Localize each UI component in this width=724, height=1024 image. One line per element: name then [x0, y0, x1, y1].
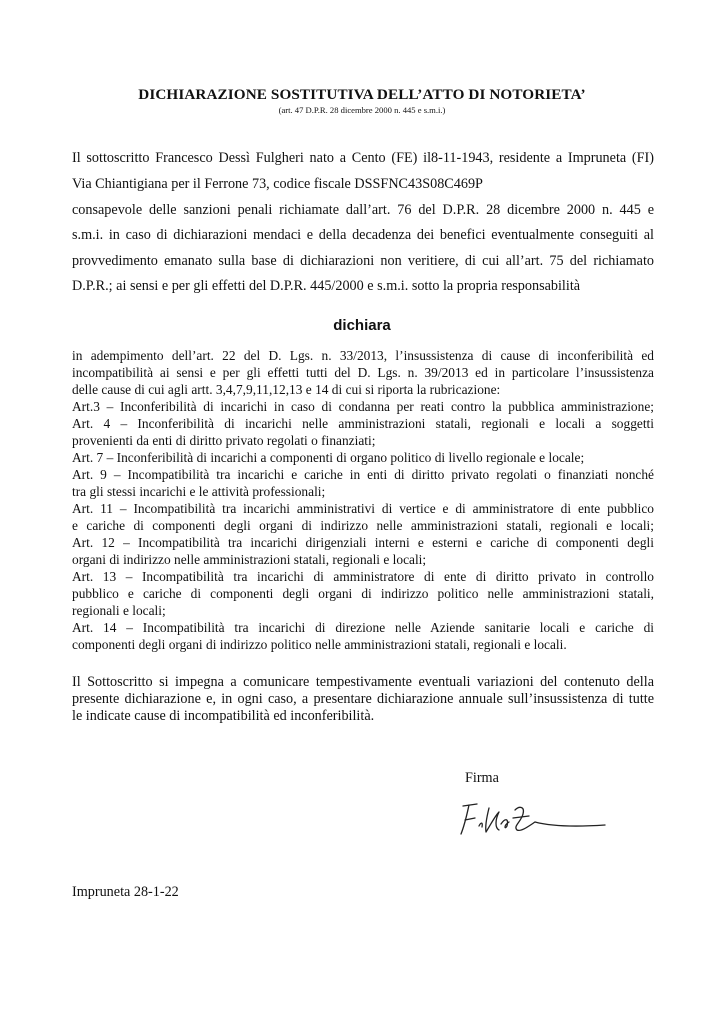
body-line: regionali e locali; — [72, 603, 166, 618]
body-line: Art. 13 – Incompatibilità tra incarichi di amministratore di ente di diritto privato in controllo — [72, 569, 654, 584]
body-line: Art. 4 – Inconferibilità di incarichi nelle amministrazioni statali, regionali e locali a soggetti — [72, 416, 654, 431]
place-date: Impruneta 28-1-22 — [72, 884, 179, 900]
body-line: Art. 9 – Incompatibilità tra incarichi e cariche in enti di diritto privato regolati o finanziati nonché — [72, 467, 654, 482]
intro-line: Via Chiantigiana per il Ferrone 73, codice fiscale DSSFNC43S08C469P — [72, 176, 483, 192]
closing-line: Il Sottoscritto si impegna a comunicare tempestivamente eventuali variazioni del contenuto della — [72, 674, 654, 690]
body-line: Art. 14 – Incompatibilità tra incarichi di direzione nelle Aziende sanitarie locali e cariche di — [72, 620, 654, 635]
body-line: Art. 7 – Inconferibilità di incarichi a componenti di organo politico di livello regionale e locale; — [72, 450, 585, 465]
body-line: pubblico e cariche di componenti degli organi di indirizzo politico nelle amministrazioni statali, — [72, 586, 654, 601]
intro-line: provvedimento emanato sulla base di dichiarazioni non veritiere, di cui all’art. 75 del richiamato — [72, 253, 654, 269]
body-line: Art. 11 – Incompatibilità tra incarichi amministrativi di vertice e di amministratore di ente pubblico — [72, 501, 654, 516]
signature-label: Firma — [465, 770, 499, 786]
handwritten-signature — [455, 796, 615, 844]
document-title: DICHIARAZIONE SOSTITUTIVA DELL’ATTO DI NOTORIETA’ — [138, 86, 586, 103]
closing-line: le indicate cause di incompatibilità ed inconferibilità. — [72, 708, 375, 724]
body-line: in adempimento dell’art. 22 del D. Lgs. n. 33/2013, l’insussistenza di cause di inconferibilità ed — [72, 348, 654, 363]
body-line: Art. 12 – Incompatibilità tra incarichi dirigenziali interni e esterni e cariche di componenti degli — [72, 535, 654, 550]
document-subtitle: (art. 47 D.P.R. 28 dicembre 2000 n. 445 e s.m.i.) — [278, 105, 446, 115]
body-line: Art.3 – Inconferibilità di incarichi in caso di condanna per reati contro la pubblica amministrazione; — [72, 399, 654, 414]
body-line: tra gli stessi incarichi e le attività professionali; — [72, 484, 326, 499]
declaration-heading: dichiara — [333, 317, 391, 334]
intro-line: D.P.R.; ai sensi e per gli effetti del D.P.R. 445/2000 e s.m.i. sotto la propria responsabilità — [72, 278, 581, 294]
body-line: delle cause di cui agli artt. 3,4,7,9,11,12,13 e 14 di cui si riporta la rubricazione: — [72, 382, 501, 397]
intro-line: consapevole delle sanzioni penali richiamate dall’art. 76 del D.P.R. 28 dicembre 2000 n. 445 e — [72, 202, 654, 218]
body-line: provenienti da enti di diritto privato regolati o finanziati; — [72, 433, 376, 448]
body-line: e cariche di componenti degli organi di indirizzo nelle amministrazioni statali, regionali e locali; — [72, 518, 654, 533]
closing-line: presente dichiarazione e, in ogni caso, a presentare dichiarazione annuale sull’insussistenza di tutte — [72, 691, 654, 707]
intro-line: Il sottoscritto Francesco Dessì Fulgheri nato a Cento (FE) il8-11-1943, residente a Impruneta (FI) — [72, 150, 654, 166]
body-line: componenti degli organi di indirizzo politico nelle amministrazioni statali, regionali e locali. — [72, 637, 567, 652]
body-line: incompatibilità ai sensi e per gli effetti tutti del D. Lgs. n. 39/2013 ed in particolare l’insussistenza — [72, 365, 654, 380]
intro-line: s.m.i. in caso di dichiarazioni mendaci e della decadenza dei benefici eventualmente conseguiti al — [72, 227, 654, 243]
body-line: organi di indirizzo nelle amministrazioni statali, regionali e locali; — [72, 552, 427, 567]
